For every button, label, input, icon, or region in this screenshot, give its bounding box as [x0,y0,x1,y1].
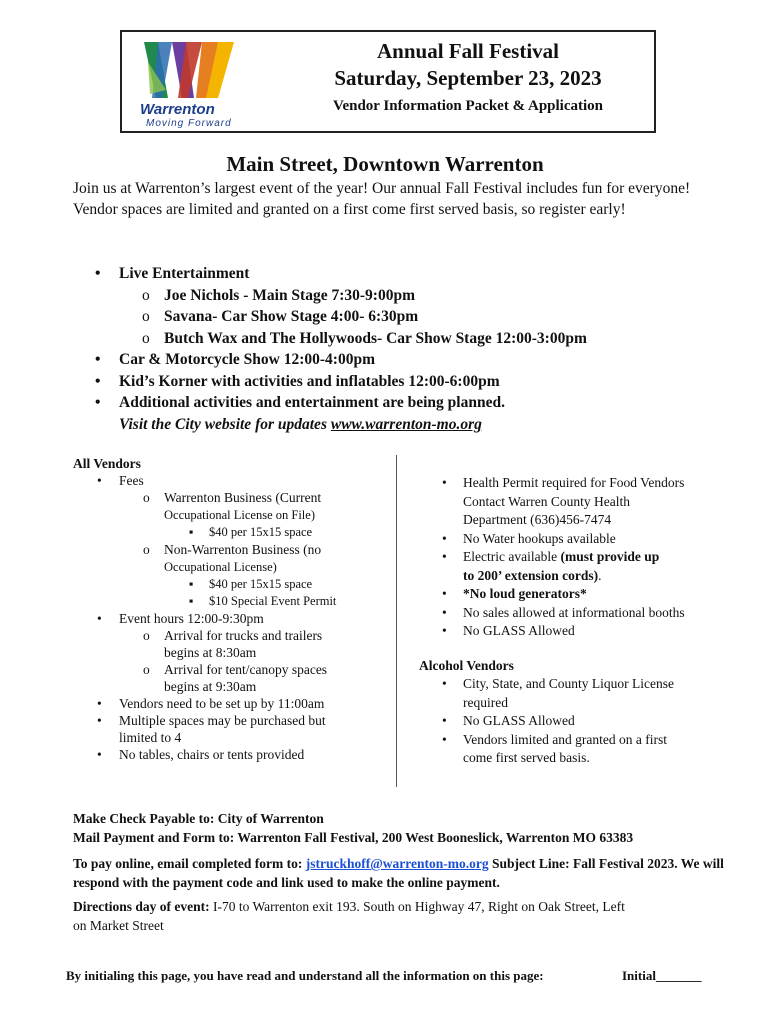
payment-info [73,810,733,892]
list-item: • No GLASS Allowed [418,622,728,641]
all-vendors-section [73,455,393,763]
festival-title: Annual Fall Festival [376,39,560,63]
list-item: ▪ $40 per 15x15 space [73,524,393,541]
directions: Directions day of event: I-70 to Warrenton exit 193. South on Highway 47, Right on Oak Street, Left on Market Street [73,899,625,933]
list-item: • Electric available (must provide up to 200’ extension cords). [418,548,728,585]
list-item: • No tables, chairs or tents provided [73,746,393,763]
email-link[interactable]: jstruckhoff@warrenton-mo.org [305,856,489,871]
list-item: o Joe Nichols - Main Stage 7:30-9:00pm [73,285,713,307]
mail-address: Mail Payment and Form to: Warrenton Fall Festival, 200 West Booneslick, Warrenton MO 63383 [73,829,634,845]
list-item: • Vendors limited and granted on a first come first served basis. [418,731,728,768]
list-item: • City, State, and County Liquor License required [418,675,728,712]
initial-field[interactable]: Initial_______ [622,968,702,983]
list-item: ▪ $10 Special Event Permit [73,593,393,610]
check-payable: Make Check Payable to: City of Warrenton [73,811,324,826]
list-item: • Multiple spaces may be purchased but limited to 4 [73,712,393,746]
online-payment: To pay online, email completed form to: jstruckhoff@warrenton-mo.org Subject Line: Fall Festival 2023. We will respond with the payment code and link used to make the online payment. [73,856,724,890]
list-item: o Arrival for trucks and trailers begins at 8:30am [73,627,393,661]
website-link[interactable]: www.warrenton-mo.org [330,415,482,433]
alcohol-vendors-heading: Alcohol Vendors [419,657,514,673]
warrenton-logo [122,32,252,132]
list-item: • Event hours 12:00-9:30pm [73,610,393,627]
list-item: • *No loud generators* [418,585,728,604]
column-divider [396,455,397,787]
list-item: • No sales allowed at informational booths [418,604,728,623]
all-vendors-heading: All Vendors [73,456,141,471]
list-item: • No Water hookups available [418,530,728,549]
initial-statement: By initialing this page, you have read and understand all the information on this page: [66,968,544,983]
intro-paragraph: Join us at Warrenton’s largest event of the year! Our annual Fall Festival includes fun for everyone! Vendor spaces are limited and granted on a first come first served basis, so register early! [73,180,691,218]
packet-subtitle: Vendor Information Packet & Application [332,98,603,114]
list-item: • Kid’s Korner with activities and inflatables 12:00-6:00pm [73,371,713,393]
festival-date: Saturday, September 23, 2023 [334,66,602,90]
list-item: • Additional activities and entertainment are being planned. [73,392,713,414]
list-item: ▪ $40 per 15x15 space [73,576,393,593]
list-item: o Warrenton Business (Current Occupational License on File) [73,489,393,524]
list-item: • Live Entertainment [73,263,713,285]
visit-website: Visit the City website for updates www.warrenton-mo.org [119,415,482,433]
event-highlights [73,263,713,435]
list-item: o Arrival for tent/canopy spaces begins at 9:30am [73,661,393,695]
list-item: o Savana- Car Show Stage 4:00- 6:30pm [73,306,713,328]
list-item: • Car & Motorcycle Show 12:00-4:00pm [73,349,713,371]
vendor-requirements [418,474,728,768]
list-item: • No GLASS Allowed [418,712,728,731]
header-box [120,30,656,133]
list-item: • Fees [73,472,393,489]
list-item: o Non-Warrenton Business (no Occupational License) [73,541,393,576]
list-item: • Vendors need to be set up by 11:00am [73,695,393,712]
list-item: o Butch Wax and The Hollywoods- Car Show Stage 12:00-3:00pm [73,328,713,350]
svg-text:Warrenton: Warrenton [140,101,215,118]
svg-text:Moving Forward: Moving Forward [146,118,232,129]
list-item: • Health Permit required for Food Vendors Contact Warren County Health Department (636)456-7474 [418,474,728,530]
main-title: Main Street, Downtown Warrenton [226,152,544,176]
